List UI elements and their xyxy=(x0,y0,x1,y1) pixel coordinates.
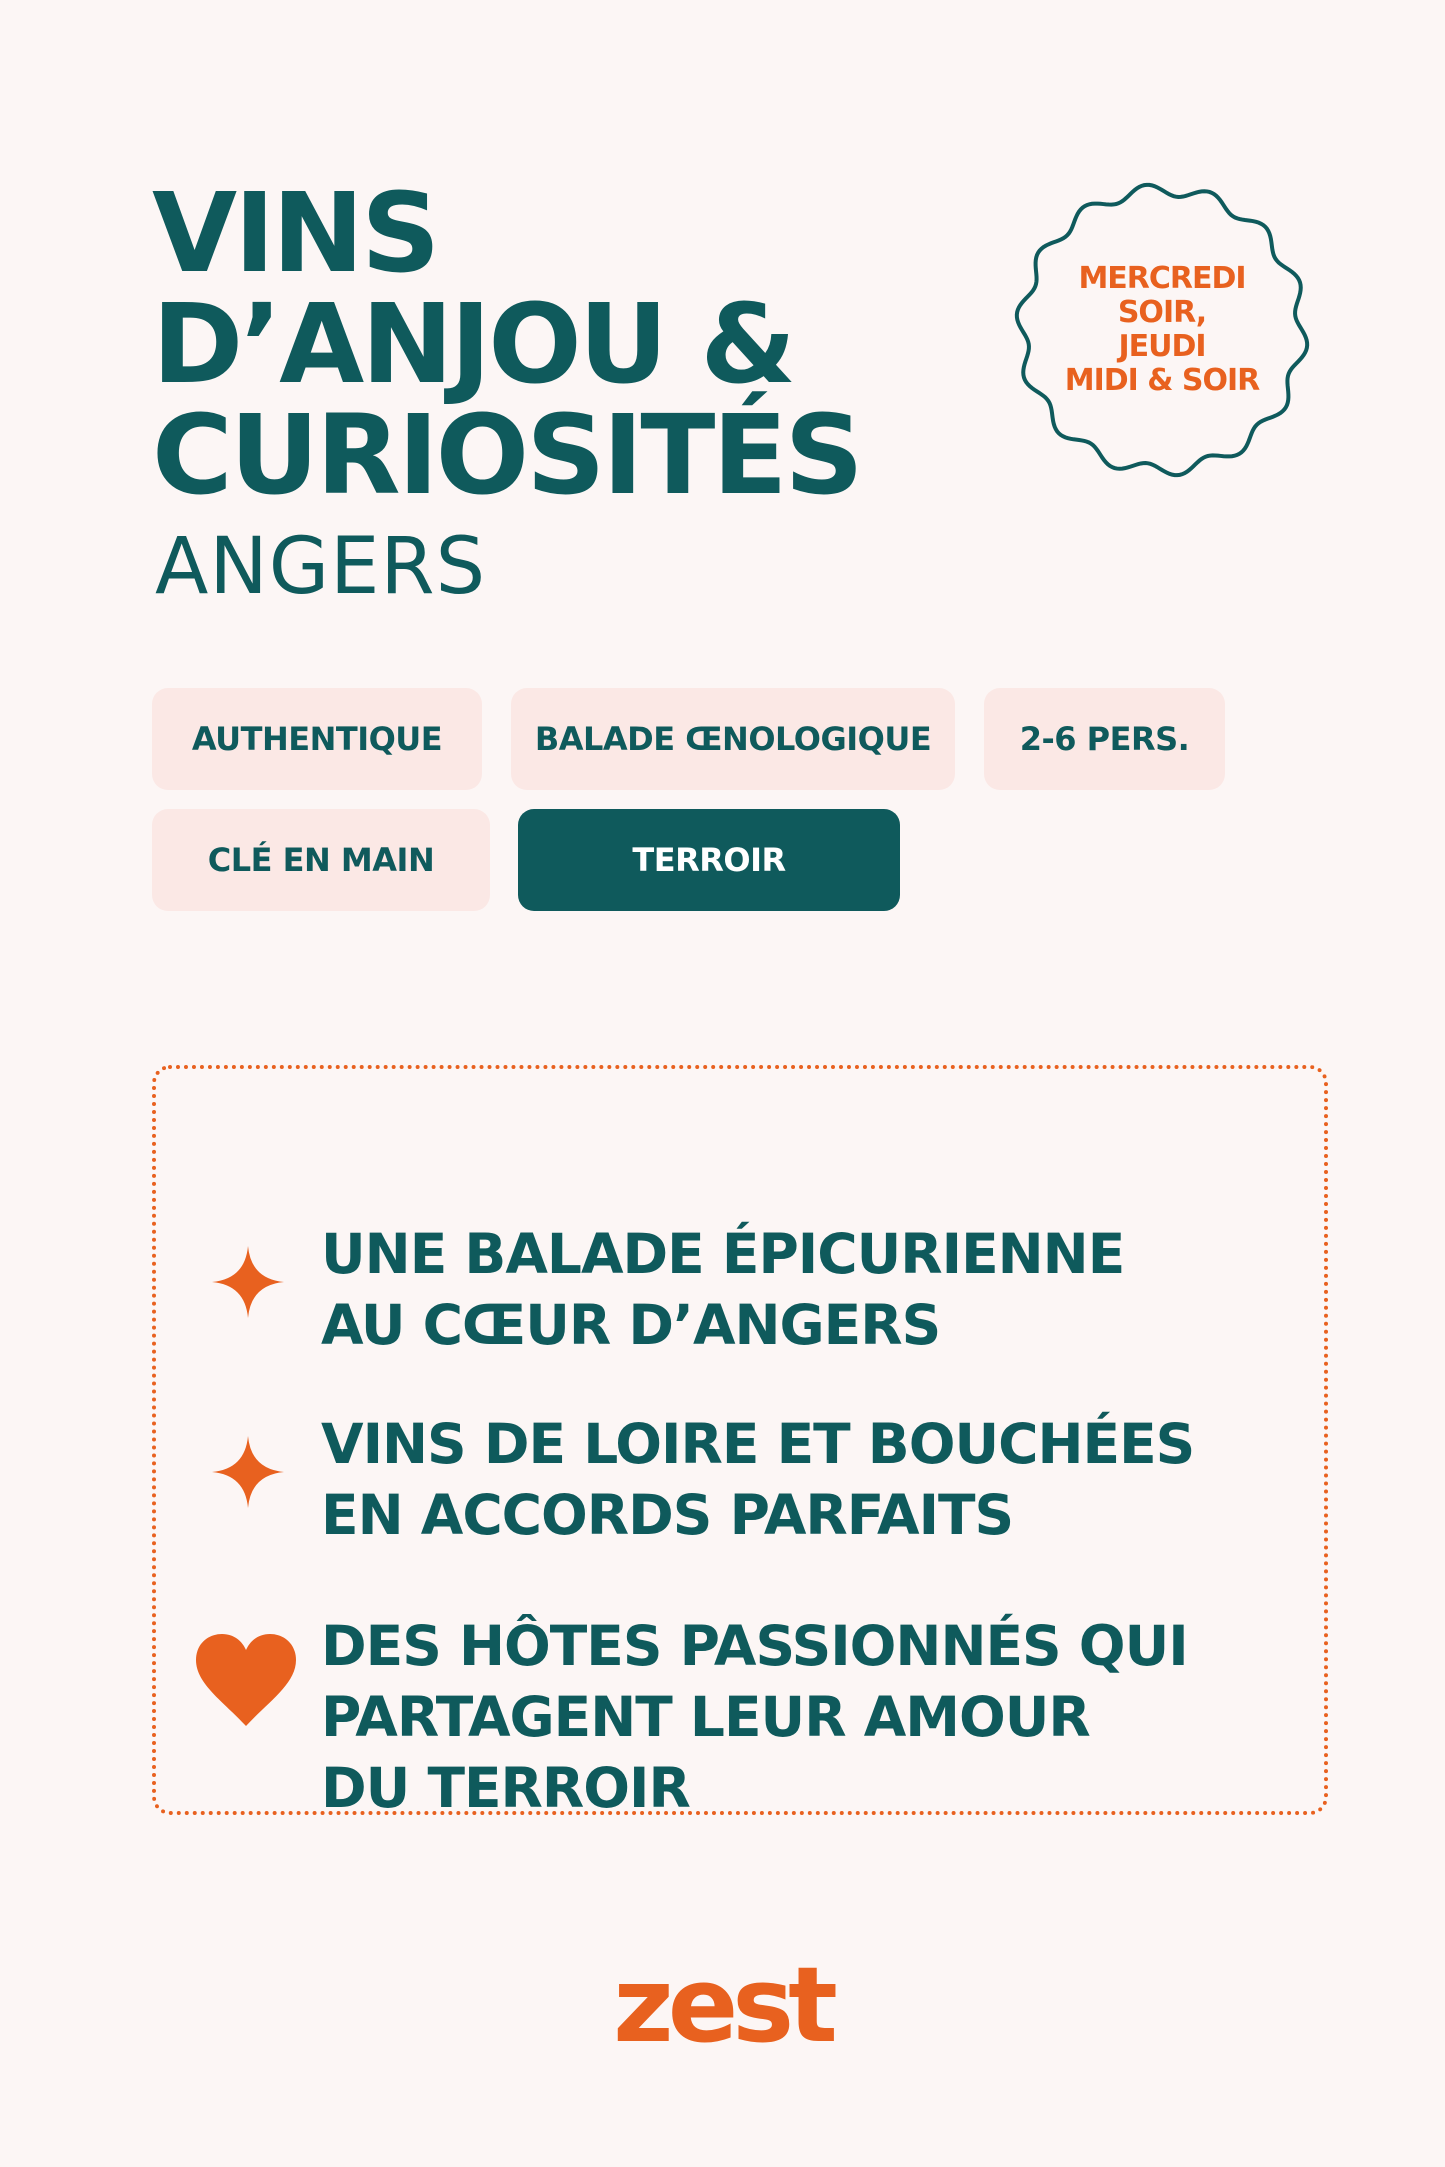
feature-line: DU TERROIR xyxy=(321,1756,690,1820)
location-subtitle: ANGERS xyxy=(155,522,487,612)
title-line: CURIOSITÉS xyxy=(152,391,861,519)
feature-line: DES HÔTES PASSIONNÉS QUI xyxy=(321,1614,1188,1678)
heart-icon xyxy=(194,1632,298,1728)
page-title xyxy=(152,169,861,519)
feature-text xyxy=(321,1611,1188,1824)
tag-balade-oenologique[interactable]: BALADE ŒNOLOGIQUE xyxy=(511,688,955,790)
badge-line: SOIR, xyxy=(1117,295,1207,330)
badge-line: MERCREDI xyxy=(1078,261,1246,296)
feature-line: UNE BALADE ÉPICURIENNE xyxy=(321,1222,1125,1286)
feature-line: PARTAGENT LEUR AMOUR xyxy=(321,1685,1090,1749)
zest-logo: zest xyxy=(613,1944,832,2066)
feature-line: VINS DE LOIRE ET BOUCHÉES xyxy=(321,1412,1195,1476)
tag-terroir[interactable]: TERROIR xyxy=(518,809,900,911)
feature-text xyxy=(321,1219,1124,1361)
schedule-badge xyxy=(1012,180,1312,480)
highlights-box xyxy=(152,1065,1328,1820)
feature-text xyxy=(321,1409,1194,1551)
feature-line: AU CŒUR D’ANGERS xyxy=(321,1293,941,1357)
title-line: D’ANJOU & xyxy=(152,280,794,408)
badge-line: MIDI & SOIR xyxy=(1064,363,1260,398)
badge-line: JEUDI xyxy=(1118,329,1206,364)
sparkle-icon xyxy=(212,1246,284,1318)
tag-group-size[interactable]: 2-6 PERS. xyxy=(984,688,1225,790)
tag-cle-en-main[interactable]: CLÉ EN MAIN xyxy=(152,809,490,911)
tag-authentique[interactable]: AUTHENTIQUE xyxy=(152,688,482,790)
feature-line: EN ACCORDS PARFAITS xyxy=(321,1483,1014,1547)
schedule-badge-text xyxy=(1012,262,1312,398)
sparkle-icon xyxy=(212,1436,284,1508)
title-line: VINS xyxy=(152,169,438,297)
